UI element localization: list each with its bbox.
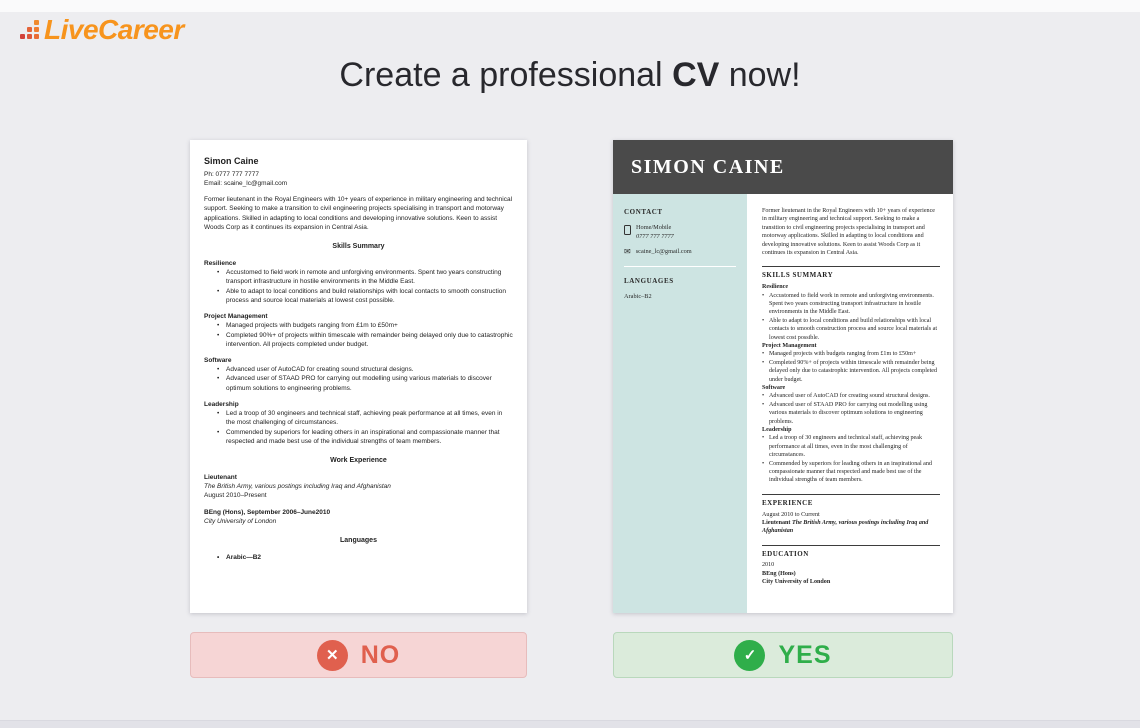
skill-group	[762, 426, 940, 485]
cv-left-language: • Arabic—B2	[212, 553, 513, 562]
top-strip	[0, 0, 1140, 12]
skill-bullet: • Commended by superiors for leading others in an inspirational and compassionate manner that respected and made best use of the individual strengths of team members.	[212, 428, 513, 446]
education-school: City University of London	[762, 579, 831, 586]
contact-email-row	[624, 248, 736, 257]
cv-left-phone: Ph: 0777 777 7777	[204, 170, 259, 178]
check-circle-icon: ✓	[734, 640, 765, 671]
x-circle-icon: ✕	[317, 640, 348, 671]
cv-preview-styled	[613, 140, 953, 613]
experience-role: Lieutenant	[762, 519, 792, 526]
cv-left-skills-heading: Skills Summary	[332, 243, 385, 251]
cv-left-entry	[204, 473, 513, 501]
skill-bullet: • Commended by superiors for leading others in an inspirational and compassionate manner that respected and made best use of the individual strengths of team members.	[762, 460, 940, 485]
skill-group	[204, 259, 513, 305]
page-title-bold: CV	[672, 56, 720, 94]
skill-group	[204, 312, 513, 349]
section-divider	[762, 266, 940, 267]
yes-button[interactable]	[613, 632, 953, 678]
entry-subtitle: The British Army, various postings including Iraq and Afghanistan	[204, 483, 391, 491]
skill-bullet: • Led a troop of 30 engineers and technical staff, achieving peak performance at all times, even in the most challenging of circumstances.	[212, 409, 513, 427]
phone-value: 0777 777 7777	[636, 232, 674, 240]
livecareer-logo[interactable]	[20, 16, 184, 44]
phone-label: Home/Mobile	[636, 223, 672, 231]
cv-right-experience-heading: EXPERIENCE	[762, 498, 813, 507]
cv-left-languages-heading: Languages	[340, 536, 377, 544]
skill-group	[204, 400, 513, 446]
skill-group-title: Software	[204, 356, 232, 364]
skill-bullet: • Accustomed to field work in remote and unforgiving environments. Spent two years constructing transport infrastructure in hostile environments in the Middle East.	[762, 292, 940, 317]
skill-bullet: • Able to adapt to local conditions and build relationships with local contacts to smooth construction process and source local materials at lowest cost possible.	[212, 287, 513, 305]
skill-bullet: • Managed projects with budgets ranging from £1m to £50m+	[212, 321, 513, 330]
page-title-post: now!	[719, 56, 801, 94]
cv-left-email: Email: scaine_lc@gmail.com	[204, 179, 288, 187]
page-title-pre: Create a professional	[339, 56, 673, 94]
skill-group-title: Project Management	[204, 313, 268, 321]
cv-right-skills-heading: SKILLS SUMMARY	[762, 271, 834, 280]
livecareer-logo-text: LiveCareer	[44, 14, 184, 45]
no-button-label: NO	[360, 640, 401, 669]
skill-group	[762, 384, 940, 426]
experience-date: August 2010 to Current	[762, 511, 820, 518]
entry-title: Lieutenant	[204, 473, 237, 481]
cv-right-main-column	[747, 194, 953, 613]
cv-right-skill-groups	[762, 283, 940, 485]
skill-bullet: • Completed 90%+ of projects within timescale with remainder being delayed only due to catastrophic intervention. All projects completed under budget.	[762, 359, 940, 384]
skill-group-title: Leadership	[762, 427, 792, 433]
experience-detail: The British Army, various postings including Iraq and Afghanistan	[762, 519, 929, 535]
skill-group-title: Software	[762, 384, 786, 391]
page-title	[0, 56, 1140, 95]
section-divider	[762, 494, 940, 495]
skill-group-title: Resilience	[204, 260, 237, 268]
skill-group	[762, 283, 940, 342]
language-value: Arabic–B2	[624, 293, 652, 301]
cv-preview-plain	[190, 140, 527, 613]
skill-bullet: • Advanced user of STAAD PRO for carrying out modelling using various materials to discover optimum solutions to engineering problems.	[212, 374, 513, 392]
skill-bullet: • Completed 90%+ of projects within timescale with remainder being delayed only due to catastrophic intervention. All projects completed under budget.	[212, 331, 513, 349]
bottom-strip	[0, 720, 1140, 728]
cv-left-work-heading: Work Experience	[330, 456, 387, 464]
entry-subtitle: City University of London	[204, 517, 277, 525]
languages-heading: LANGUAGES	[624, 277, 674, 286]
skill-bullet: • Advanced user of AutoCAD for creating sound structural designs.	[212, 365, 513, 374]
cv-right-education-heading: EDUCATION	[762, 549, 809, 558]
skill-bullet: • Accustomed to field work in remote and unforgiving environments. Spent two years constructing transport infrastructure in hostile environments in the Middle East.	[212, 268, 513, 286]
cv-left-name: Simon Caine	[204, 156, 259, 166]
phone-text	[636, 224, 674, 242]
email-icon: ✉	[624, 247, 631, 257]
skill-group	[762, 342, 940, 384]
cv-left-skill-groups	[204, 259, 513, 446]
contact-phone-row	[624, 224, 736, 242]
skill-group-title: Leadership	[204, 400, 239, 408]
mobile-phone-icon	[624, 225, 631, 235]
skill-group-title: Resilience	[762, 284, 789, 291]
no-button[interactable]	[190, 632, 527, 678]
education-year: 2010	[762, 562, 775, 569]
contact-heading: CONTACT	[624, 208, 663, 216]
skill-bullet: • Led a troop of 30 engineers and technical staff, achieving peak performance at all times, even in the most challenging of circumstances.	[762, 434, 940, 459]
sidebar-divider	[624, 266, 736, 267]
entry-date: August 2010–Present	[204, 492, 267, 500]
skill-bullet: • Advanced user of STAAD PRO for carrying out modelling using various materials to discover optimum solutions to engineering problems.	[762, 401, 940, 426]
cv-left-entry	[204, 508, 513, 526]
skill-group-title: Project Management	[762, 342, 817, 349]
skill-bullet: • Advanced user of AutoCAD for creating sound structural designs.	[762, 392, 940, 400]
cv-right-header-band	[613, 140, 953, 194]
cv-right-summary: Former lieutenant in the Royal Engineers with 10+ years of experience in military engineering and technical support. Seeking to make a transition to civil engineering projects specialising in transport and motorway applications. Skilled in adapting to local conditions and developing innovative solutions. Keen to assist Woods Corp as it continues its expansion in Central Asia.	[762, 208, 935, 257]
email-value: scaine_lc@gmail.com	[635, 248, 692, 256]
cv-right-sidebar	[613, 194, 747, 613]
skill-bullet: • Managed projects with budgets ranging from £1m to £50m+	[762, 350, 940, 358]
skill-bullet: • Able to adapt to local conditions and build relationships with local contacts to smooth construction process and source local materials at lowest cost possible.	[762, 317, 940, 342]
section-divider	[762, 545, 940, 546]
skill-group	[204, 356, 513, 393]
entry-title: BEng (Hons), September 2006–June2010	[204, 508, 331, 516]
livecareer-logo-dots-icon	[20, 20, 39, 39]
experience-role-line	[762, 519, 940, 536]
education-degree: BEng (Hons)	[762, 570, 796, 577]
cv-right-name: SIMON CAINE	[631, 155, 785, 178]
cv-left-summary: Former lieutenant in the Royal Engineers with 10+ years of experience in military engineering and technical support. Seeking to make a transition to civil engineering projects specialising in transport and motorway applications. Skilled in adapting to local conditions and developing innovative solutions. Keen to assist Woods Corp as it continues its expansion in Central Asia.	[204, 196, 513, 231]
yes-button-label: YES	[778, 640, 832, 669]
